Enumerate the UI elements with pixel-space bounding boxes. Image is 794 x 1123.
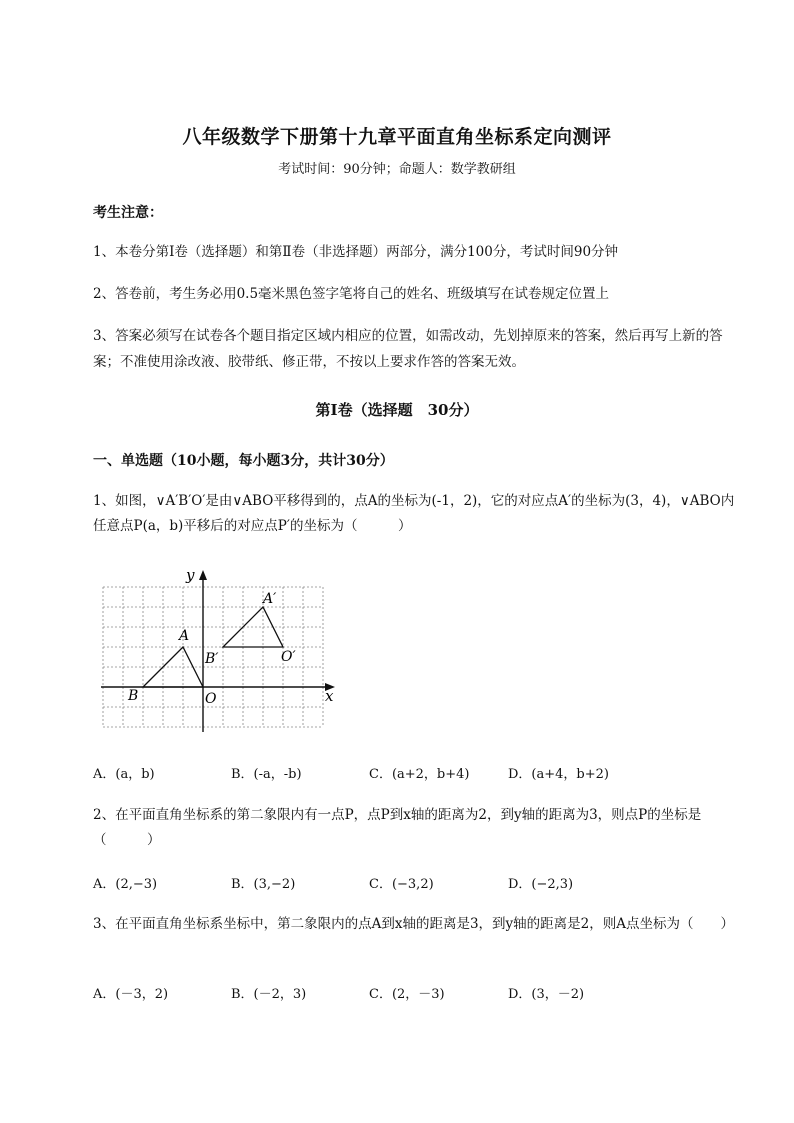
point-o-prime-label: O′ — [281, 649, 296, 665]
option-c[interactable]: C．(a+2，b+4) — [369, 767, 470, 782]
coordinate-grid-svg — [93, 562, 343, 738]
question-3-options — [93, 983, 743, 1005]
option-a[interactable]: A．(a，b) — [93, 767, 155, 782]
section-title: 第I卷（选择题 30分） — [315, 401, 479, 419]
option-c[interactable]: C．(2，－3) — [369, 987, 445, 1002]
x-axis-label: x — [325, 687, 334, 705]
question-2-options — [93, 873, 743, 895]
point-b-label: B — [128, 688, 139, 704]
option-b[interactable]: B．(-a，-b) — [231, 767, 302, 782]
question-2: 2、在平面直角坐标系的第二象限内有一点P，点P到x轴的距离为2，到y轴的距离为3，则点P的坐标是（ ） — [93, 807, 702, 848]
notice-item: 2、答卷前，考生务必用0.5毫米黑色签字笔将自己的姓名、班级填写在试卷规定位置上 — [93, 286, 610, 302]
option-c[interactable]: C．(−3,2) — [369, 877, 434, 892]
option-a[interactable]: A．(－3，2) — [93, 987, 169, 1002]
question-1-options — [93, 763, 743, 785]
notice-title: 考生注意： — [93, 205, 163, 221]
page-subtitle: 考试时间：90分钟；命题人：数学教研组 — [278, 162, 516, 177]
y-axis-label: y — [186, 566, 195, 584]
point-a-label: A — [179, 628, 190, 644]
option-d[interactable]: D．(a+4，b+2) — [508, 767, 609, 782]
point-b-prime-label: B′ — [205, 651, 219, 667]
notice-item: 1、本卷分第I卷（选择题）和第Ⅱ卷（非选择题）两部分，满分100分，考试时间90分钟 — [93, 244, 619, 260]
origin-label: O — [205, 691, 217, 707]
question-3: 3、在平面直角坐标系坐标中，第二象限内的点A到x轴的距离是3，到y轴的距离是2，则A点坐标为（ ） — [93, 916, 735, 932]
part-title: 一、单选题（10小题，每小题3分，共计30分） — [93, 453, 394, 469]
page-title: 八年级数学下册第十九章平面直角坐标系定向测评 — [182, 126, 612, 148]
option-d[interactable]: D．(3，－2) — [508, 987, 585, 1002]
point-a-prime-label: A′ — [263, 591, 277, 607]
option-b[interactable]: B．(－2，3) — [231, 987, 307, 1002]
y-axis-arrow — [199, 570, 207, 580]
coordinate-figure — [93, 562, 343, 738]
option-b[interactable]: B．(3,−2) — [231, 877, 296, 892]
option-a[interactable]: A．(2,−3) — [93, 877, 158, 892]
option-d[interactable]: D．(−2,3) — [508, 877, 574, 892]
notice-item: 3、答案必须写在试卷各个题目指定区域内相应的位置，如需改动，先划掉原来的答案，然后再写上新的答案；不准使用涂改液、胶带纸、修正带，不按以上要求作答的答案无效。 — [93, 328, 723, 370]
question-1: 1、如图，∨A′B′O′是由∨ABO平移得到的，点A的坐标为(-1，2)，它的对应点A′的坐标为(3，4)，∨ABO内任意点P(a，b)平移后的对应点P′的坐标为（ ） — [93, 493, 735, 534]
